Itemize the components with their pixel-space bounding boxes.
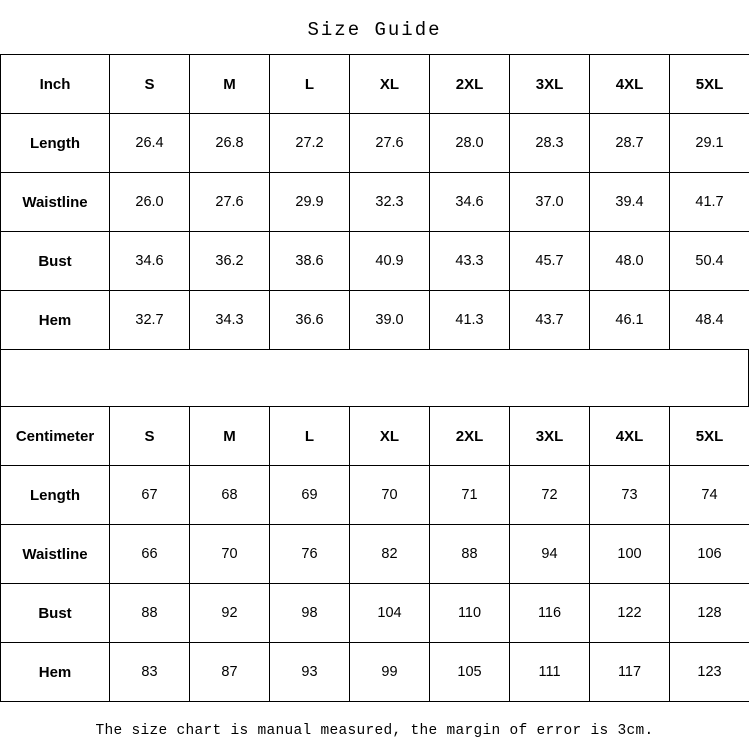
cell-bust-m: 92 [190, 584, 270, 643]
size-header-l: L [270, 55, 350, 114]
inch-table-wrapper [0, 54, 749, 350]
cell-waistline-5xl: 106 [670, 525, 749, 584]
cell-bust-2xl: 110 [430, 584, 510, 643]
cell-length-s: 67 [110, 466, 190, 525]
unit-label-inch: Inch [1, 55, 110, 114]
size-header-xl: XL [350, 407, 430, 466]
cell-bust-xl: 40.9 [350, 232, 430, 291]
cell-bust-4xl: 122 [590, 584, 670, 643]
cell-bust-s: 34.6 [110, 232, 190, 291]
cell-waistline-s: 26.0 [110, 173, 190, 232]
cell-waistline-l: 76 [270, 525, 350, 584]
size-header-3xl: 3XL [510, 55, 590, 114]
table-row [1, 466, 749, 525]
cell-hem-4xl: 46.1 [590, 291, 670, 350]
cell-hem-xl: 99 [350, 643, 430, 702]
cell-waistline-4xl: 100 [590, 525, 670, 584]
cell-hem-s: 83 [110, 643, 190, 702]
cell-length-3xl: 28.3 [510, 114, 590, 173]
cell-hem-3xl: 43.7 [510, 291, 590, 350]
table-row [1, 584, 749, 643]
cell-hem-4xl: 117 [590, 643, 670, 702]
size-header-s: S [110, 55, 190, 114]
cell-bust-4xl: 48.0 [590, 232, 670, 291]
cell-waistline-xl: 82 [350, 525, 430, 584]
row-label-hem: Hem [1, 643, 110, 702]
centimeter-table-wrapper [0, 406, 749, 702]
cell-hem-m: 34.3 [190, 291, 270, 350]
size-header-3xl: 3XL [510, 407, 590, 466]
row-label-bust: Bust [1, 232, 110, 291]
cell-length-2xl: 71 [430, 466, 510, 525]
size-header-5xl: 5XL [670, 407, 749, 466]
cell-hem-5xl: 123 [670, 643, 749, 702]
cell-length-5xl: 74 [670, 466, 749, 525]
table-row [1, 114, 749, 173]
table-row [1, 291, 749, 350]
cell-bust-5xl: 50.4 [670, 232, 749, 291]
table-header-row [1, 55, 749, 114]
cell-length-2xl: 28.0 [430, 114, 510, 173]
size-header-l: L [270, 407, 350, 466]
row-label-length: Length [1, 114, 110, 173]
cell-hem-2xl: 105 [430, 643, 510, 702]
cell-length-m: 26.8 [190, 114, 270, 173]
size-header-4xl: 4XL [590, 407, 670, 466]
cell-waistline-m: 70 [190, 525, 270, 584]
cell-bust-xl: 104 [350, 584, 430, 643]
cell-bust-2xl: 43.3 [430, 232, 510, 291]
size-header-m: M [190, 407, 270, 466]
cell-hem-m: 87 [190, 643, 270, 702]
cell-bust-5xl: 128 [670, 584, 749, 643]
cell-waistline-5xl: 41.7 [670, 173, 749, 232]
cell-hem-s: 32.7 [110, 291, 190, 350]
table-row [1, 643, 749, 702]
size-header-2xl: 2XL [430, 407, 510, 466]
page-title: Size Guide [0, 0, 749, 54]
cell-length-l: 27.2 [270, 114, 350, 173]
table-header-row [1, 407, 749, 466]
row-label-bust: Bust [1, 584, 110, 643]
size-header-m: M [190, 55, 270, 114]
cell-length-3xl: 72 [510, 466, 590, 525]
cell-hem-xl: 39.0 [350, 291, 430, 350]
cell-length-s: 26.4 [110, 114, 190, 173]
cell-hem-l: 36.6 [270, 291, 350, 350]
cell-waistline-xl: 32.3 [350, 173, 430, 232]
unit-label-centimeter: Centimeter [1, 407, 110, 466]
cell-bust-l: 38.6 [270, 232, 350, 291]
size-header-xl: XL [350, 55, 430, 114]
cell-length-4xl: 28.7 [590, 114, 670, 173]
cell-length-xl: 27.6 [350, 114, 430, 173]
cell-length-l: 69 [270, 466, 350, 525]
cell-waistline-l: 29.9 [270, 173, 350, 232]
cell-waistline-2xl: 88 [430, 525, 510, 584]
row-label-waistline: Waistline [1, 525, 110, 584]
row-label-hem: Hem [1, 291, 110, 350]
cell-bust-3xl: 116 [510, 584, 590, 643]
centimeter-size-table [0, 406, 749, 702]
cell-hem-3xl: 111 [510, 643, 590, 702]
cell-bust-m: 36.2 [190, 232, 270, 291]
cell-waistline-3xl: 94 [510, 525, 590, 584]
measurement-note: The size chart is manual measured, the margin of error is 3cm. [0, 702, 749, 739]
cell-hem-2xl: 41.3 [430, 291, 510, 350]
cell-waistline-4xl: 39.4 [590, 173, 670, 232]
cell-hem-5xl: 48.4 [670, 291, 749, 350]
row-label-length: Length [1, 466, 110, 525]
size-header-4xl: 4XL [590, 55, 670, 114]
size-header-5xl: 5XL [670, 55, 749, 114]
table-spacer [0, 350, 749, 406]
cell-length-m: 68 [190, 466, 270, 525]
cell-length-xl: 70 [350, 466, 430, 525]
cell-length-4xl: 73 [590, 466, 670, 525]
table-row [1, 525, 749, 584]
table-row [1, 232, 749, 291]
cell-waistline-2xl: 34.6 [430, 173, 510, 232]
size-header-s: S [110, 407, 190, 466]
table-row [1, 173, 749, 232]
cell-waistline-m: 27.6 [190, 173, 270, 232]
cell-bust-s: 88 [110, 584, 190, 643]
cell-bust-3xl: 45.7 [510, 232, 590, 291]
size-header-2xl: 2XL [430, 55, 510, 114]
cell-hem-l: 93 [270, 643, 350, 702]
cell-bust-l: 98 [270, 584, 350, 643]
inch-size-table [0, 54, 749, 350]
cell-waistline-3xl: 37.0 [510, 173, 590, 232]
row-label-waistline: Waistline [1, 173, 110, 232]
cell-waistline-s: 66 [110, 525, 190, 584]
cell-length-5xl: 29.1 [670, 114, 749, 173]
